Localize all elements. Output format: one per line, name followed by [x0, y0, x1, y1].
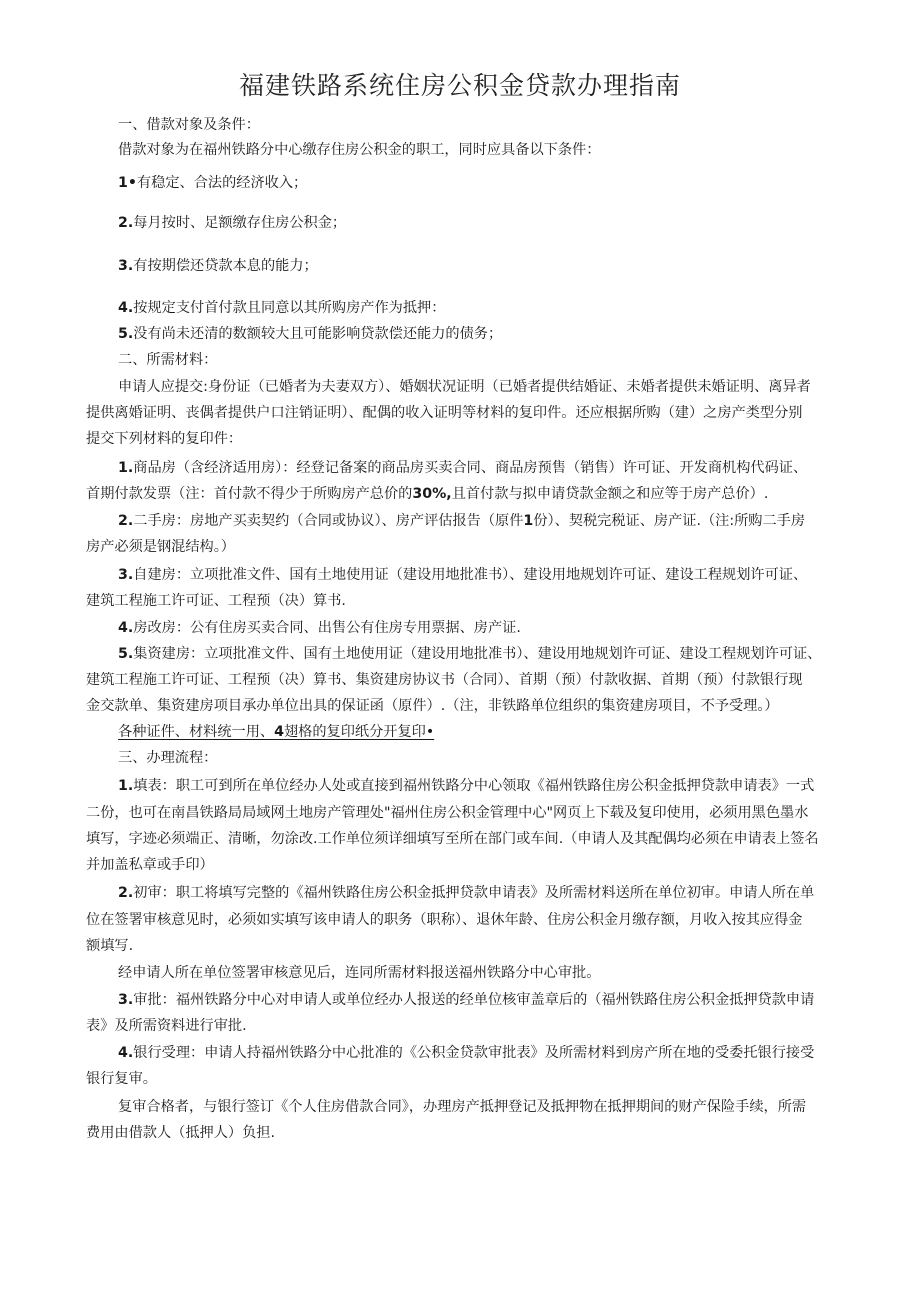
step-2-line-3: 额填写. [86, 938, 134, 954]
condition-4-text: 按规定支付首付款且同意以其所购房产作为抵押： [133, 300, 446, 316]
closing-line-2: 费用由借款人（抵押人）负担. [86, 1125, 275, 1141]
section3-heading: 三、办理流程： [118, 750, 218, 766]
section1-heading: 一、借款对象及条件： [118, 117, 260, 133]
copy-paper-note-a: 各种证件、材料统一用、 [118, 724, 275, 740]
condition-3-num: 3. [118, 258, 134, 274]
condition-1-num: 1• [118, 175, 137, 191]
condition-2-num: 2. [118, 215, 134, 231]
copy-paper-note-c: 翅格的复印纸分开复印• [283, 724, 435, 740]
condition-1-text: 有稳定、合法的经济收入； [136, 175, 308, 191]
condition-4-num: 4. [118, 300, 134, 316]
step-4-num: 4. [118, 1045, 134, 1061]
condition-4 [118, 295, 918, 321]
step-1-line-2: 二份，也可在南昌铁路局局域网土地房产管理处"福州住房公积金管理中心"网页上下载及复印使用，必须用黑色墨水 [86, 805, 809, 821]
material-item-4-text: 房改房：公有住房买卖合同、出售公有住房专用票据、房产证. [133, 620, 521, 636]
section1-intro: 借款对象为在福州铁路分中心缴存住房公积金的职工，同时应具备以下条件： [118, 142, 601, 158]
material-item-5-num: 5. [118, 646, 134, 662]
step-1-line-1 [118, 773, 918, 799]
step-2-text: 初审：职工将填写完整的《福州铁路住房公积金抵押贷款申请表》及所需材料送所在单位初审。申请人所在单 [133, 885, 815, 901]
material-item-1-num: 1. [118, 460, 134, 476]
step-3-num: 3. [118, 992, 134, 1008]
material-item-5-line-2: 建筑工程施工许可证、工程预（决）算书、集资建房协议书（合同）、首期（预）付款收据、首期（预）付款银行现 [86, 672, 803, 688]
material-item-1-line-2 [86, 481, 886, 507]
material-item-1-text-c: 且首付款与拟申请贷款金额之和应等于房产总价）. [451, 486, 769, 502]
step-1-line-3: 填写，字迹必须端正、清晰，勿涂改.工作单位须详细填写至所在部门或车间.（申请人及其配偶均必须在申请表上签名 [86, 831, 819, 847]
condition-5 [118, 321, 918, 347]
step-3-text: 审批：福州铁路分中心对申请人或单位经办人报送的经单位核审盖章后的（福州铁路住房公积金抵押贷款申请 [133, 992, 815, 1008]
condition-2-text: 每月按时、足额缴存住房公积金； [133, 215, 347, 231]
section2-intro-line-2: 提供离婚证明、丧偶者提供户口注销证明）、配偶的收入证明等材料的复印件。还应根据所购（建）之房产类型分别 [86, 405, 803, 421]
step-2-num: 2. [118, 885, 134, 901]
material-item-2-num: 2. [118, 513, 134, 529]
document-title: 福建铁路系统住房公积金贷款办理指南 [238, 71, 681, 100]
copy-paper-note [118, 719, 918, 745]
condition-3-text: 有按期偿还贷款本息的能力； [133, 258, 318, 274]
step-4-line-2: 银行复审。 [86, 1071, 157, 1087]
step-2-line-4: 经申请人所在单位签署审核意见后，连同所需材料报送福州铁路分中心审批。 [118, 965, 601, 981]
section2-heading: 二、所需材料： [118, 352, 218, 368]
step-1-line-4: 并加盖私章或手印） [86, 857, 214, 873]
material-item-2-text-c: 份）、契税完税证、房产证.（注:所购二手房 [533, 513, 806, 529]
material-item-5-text: 集资建房：立项批准文件、国有土地使用证（建设用地批准书）、建设用地规划许可证、建设工程规划许可证、 [133, 646, 822, 662]
step-3-line-2: 表》及所需资料进行审批. [86, 1018, 247, 1034]
material-item-1-text: 商品房（含经济适用房）：经登记备案的商品房买卖合同、商品房预售（销售）许可证、开发商机构代码证、 [133, 460, 808, 476]
material-item-2-text-a: 二手房：房地产买卖契约（合同或协议）、房产评估报告（原件 [133, 513, 524, 529]
material-item-4-line-1 [118, 615, 918, 641]
material-item-1-text-a: 首期付款发票（注：首付款不得少于所购房产总价的 [86, 486, 413, 502]
material-item-1-percent: 30%, [412, 486, 452, 502]
condition-3 [118, 253, 918, 279]
condition-1 [118, 170, 918, 196]
material-item-3-line-2: 建筑工程施工许可证、工程预（决）算书. [86, 593, 346, 609]
copy-paper-note-size: 4 [274, 724, 284, 740]
step-2-line-2: 位在签署审核意见时，必须如实填写该申请人的职务（职称）、退休年龄、住房公积金月缴存额，月收入按其应得金 [86, 912, 803, 928]
condition-5-text: 没有尚未还清的数额较大且可能影响贷款偿还能力的债务； [133, 326, 503, 342]
material-item-5-line-1 [118, 641, 918, 667]
section2-intro-line-3: 提交下列材料的复印件： [86, 431, 243, 447]
step-4-text: 银行受理：申请人持福州铁路分中心批准的《公积金贷款审批表》及所需材料到房产所在地的受委托银行接受 [133, 1045, 815, 1061]
closing-line-1: 复审合格者，与银行签订《个人住房借款合同》，办理房产抵押登记及抵押物在抵押期间的财产保险手续，所需 [118, 1099, 807, 1115]
material-item-5-line-3: 金交款单、集资建房项目承办单位出具的保证函（原件）.（注，非铁路单位组织的集资建房项目，不予受理。） [86, 698, 779, 714]
material-item-2-line-1 [118, 508, 918, 534]
material-item-4-num: 4. [118, 620, 134, 636]
step-3-line-1 [118, 987, 918, 1013]
material-item-2-count: 1 [523, 513, 534, 529]
step-4-line-1 [118, 1040, 918, 1066]
step-1-num: 1. [118, 778, 134, 794]
material-item-3-num: 3. [118, 567, 134, 583]
material-item-3-text: 自建房：立项批准文件、国有土地使用证（建设用地批准书）、建设用地规划许可证、建设工程规划许可证、 [133, 567, 808, 583]
material-item-3-line-1 [118, 562, 918, 588]
condition-5-num: 5. [118, 326, 134, 342]
condition-2 [118, 210, 918, 236]
material-item-2-line-2: 房产必须是钢混结构。） [86, 539, 235, 555]
section2-intro-line-1: 申请人应提交:身份证（已婚者为夫妻双方）、婚姻状况证明（已婚者提供结婚证、未婚者提供未婚证明、离异者 [118, 379, 811, 395]
step-1-text: 填表：职工可到所在单位经办人处或直接到福州铁路分中心领取《福州铁路住房公积金抵押贷款申请表》一式 [133, 778, 815, 794]
material-item-1-line-1 [118, 455, 918, 481]
step-2-line-1 [118, 880, 918, 906]
